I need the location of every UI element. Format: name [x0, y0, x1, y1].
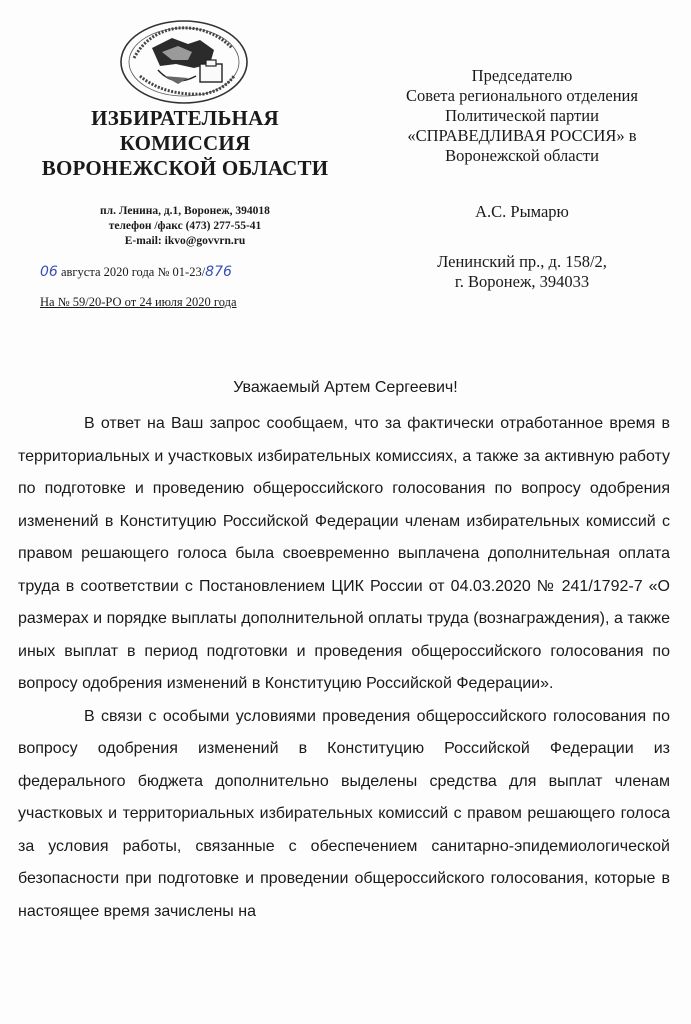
reply-to-reference: На № 59/20-РО от 24 июля 2020 года [40, 295, 237, 309]
addressee-line: Совета регионального отделения [406, 86, 638, 105]
addressee-line: Воронежской области [445, 146, 599, 165]
organization-contacts [20, 204, 350, 249]
body-paragraph: В ответ на Ваш запрос сообщаем, что за фактически отработанное время в территориальных и участковых избирательных комиссиях, а также за активную работу по подготовке и проведению общероссийского голосования по вопросу одобрения изменений в Конституцию Российской Федерации членам избирательных комиссий с правом решающего голоса была своевременно выплачена дополнительная оплата труда в соответствии с Постановлением ЦИК России от 04.03.2020 № 241/1792-7 «О размерах и порядке выплаты дополнительной оплаты труда (вознаграждения), а также иных выплат в период подготовки и проведения общероссийского голосования по вопросу одобрения изменений в Конституцию Российской Федерации». [18, 415, 670, 692]
addressee-line: «СПРАВЕДЛИВАЯ РОССИЯ» в [407, 126, 637, 145]
addressee-name: А.С. Рымарю [475, 202, 569, 221]
election-commission-emblem [118, 18, 250, 106]
organization-name [20, 106, 350, 181]
handwritten-number: 876 [205, 264, 232, 280]
addressee-address [372, 252, 672, 292]
body-paragraph: В связи с особыми условиями проведения общероссийского голосования по вопросу одобрения изменений в Конституцию Российской Федерации из федерального бюджета дополнительно выделены средства для выплат членам участковых и территориальных избирательных комиссий с правом решающего голоса за условия работы, связанные с обеспечением санитарно-эпидемиологической безопасности при подготовке и проведении общероссийского голосования, которые в настоящее время зачислены на [18, 707, 670, 920]
salutation: Уважаемый Артем Сергеевич! [233, 379, 458, 396]
outgoing-date-text: августа 2020 года № 01-23/ [57, 265, 206, 279]
org-name-line: ВОРОНЕЖСКОЙ ОБЛАСТИ [41, 156, 329, 180]
addressee-line: Политической партии [445, 106, 599, 125]
addressee-title [372, 66, 672, 166]
org-name-line: КОМИССИЯ [119, 131, 251, 155]
org-email: E-mail: ikvo@govvrn.ru [124, 235, 246, 247]
org-phone: телефон /факс (473) 277-55-41 [108, 220, 262, 232]
handwritten-day: 06 [40, 264, 58, 280]
addressee-address-line: Ленинский пр., д. 158/2, [437, 252, 607, 271]
addressee-line: Председателю [471, 66, 573, 85]
letter-body [18, 408, 670, 928]
org-address: пл. Ленина, д.1, Воронеж, 394018 [100, 205, 270, 217]
addressee-address-line: г. Воронеж, 394033 [454, 272, 590, 291]
org-name-line: ИЗБИРАТЕЛЬНАЯ [91, 106, 279, 130]
outgoing-reference [40, 264, 340, 281]
